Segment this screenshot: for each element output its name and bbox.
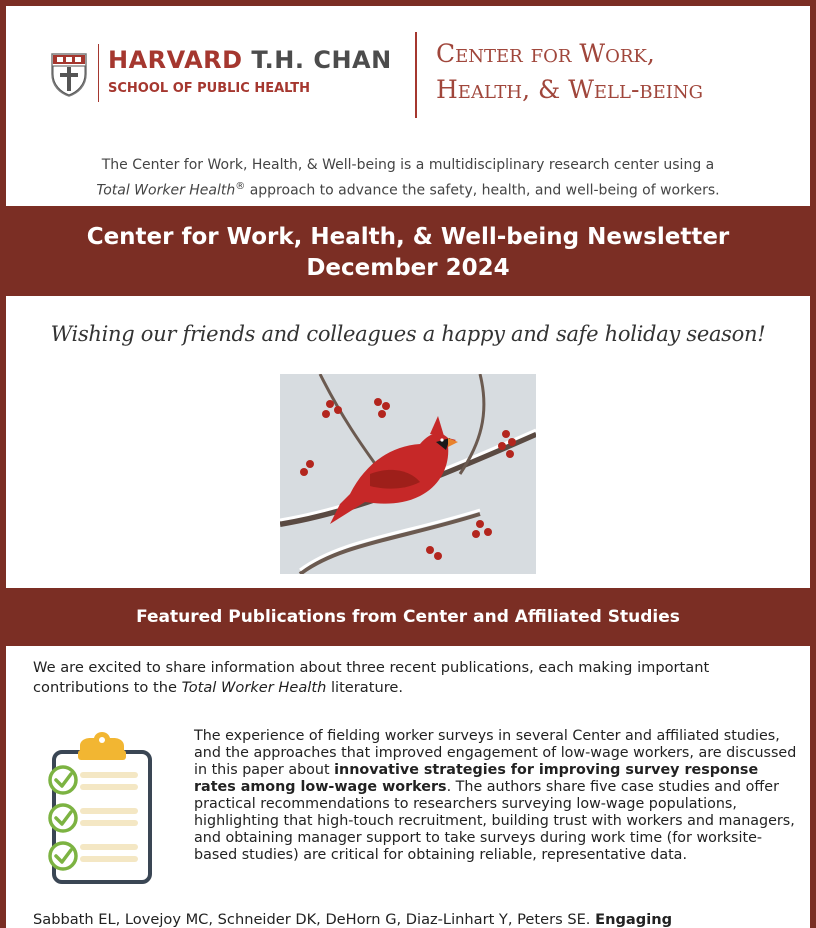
featured-lead: We are excited to share information about three recent publications, each making important contributions to the Total Worker Health literature.	[33, 659, 710, 696]
center-name-line2: Health, & Well-being	[436, 75, 704, 104]
twh-italic: Total Worker Health	[96, 182, 236, 199]
logo-divider	[98, 44, 99, 102]
harvard-word: HARVARD	[108, 46, 243, 74]
publication-highlight[interactable]: innovative strategies for improving survey response rates among low-wage workers	[194, 762, 759, 795]
publication-description: The experience of fielding worker surveys in several Center and affiliated studies, and the approaches that improved engagement of low-wage workers, are discussed in this paper about innovative strategies for improving survey response rates among low-wage workers. The authors share five case studies and offer practical recommendations to researchers surveying low-wage populations, highlighting that high-touch recruitment, building trust with workers and managers, and obtaining manager support to take surveys during work time (for worksite-based studies) are critical for obtaining reliable, representative data.	[194, 728, 797, 863]
newsletter-title-banner	[6, 206, 810, 296]
holiday-message: Wishing our friends and colleagues a happy and safe holiday season!	[50, 322, 766, 346]
citation-title[interactable]: Engaging	[595, 911, 673, 928]
newsletter-page	[6, 6, 810, 928]
newsletter-header	[6, 6, 810, 146]
citation-authors: Sabbath EL, Lovejoy MC, Schneider DK, DeHorn G, Diaz-Linhart Y, Peters SE.	[33, 911, 596, 928]
clipboard-checklist-icon	[38, 730, 158, 886]
harvard-shield-icon	[50, 52, 88, 98]
newsletter-title: Center for Work, Health, & Well-being Newsletter	[86, 224, 730, 250]
school-name: SCHOOL OF PUBLIC HEALTH	[108, 81, 311, 96]
header-divider	[415, 32, 417, 118]
publication-citation	[33, 910, 803, 928]
lead-twh-italic: Total Worker Health	[181, 679, 327, 696]
featured-heading-banner: Featured Publications from Center and Affiliated Studies	[6, 588, 810, 646]
newsletter-date: December 2024	[306, 255, 510, 281]
center-description: The Center for Work, Health, & Well-being is a multidisciplinary research center using a Total Worker Health® approach to advance the safety, health, and well-being of workers.	[96, 157, 720, 199]
chan-word: T.H. CHAN	[251, 46, 392, 74]
registered-mark: ®	[235, 181, 246, 192]
center-name-line1: Center for Work,	[436, 39, 655, 68]
center-name[interactable]	[436, 36, 703, 108]
cardinal-image	[280, 374, 536, 574]
harvard-wordmark[interactable]	[108, 46, 392, 74]
